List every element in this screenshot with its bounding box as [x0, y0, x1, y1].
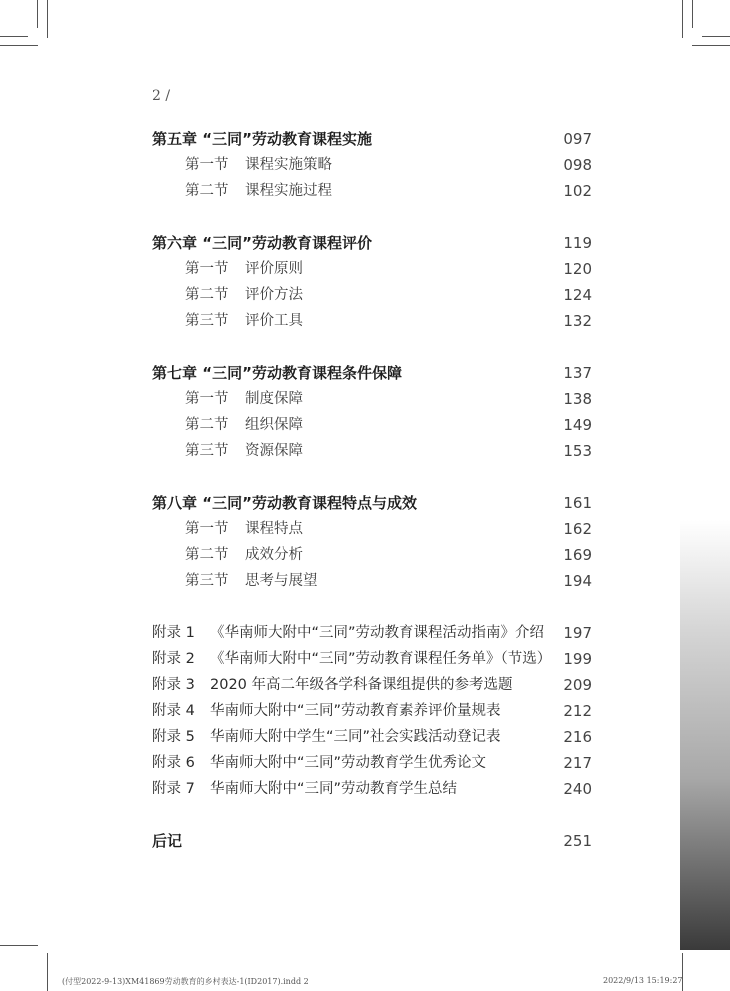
toc-entry-number: 附录 1 [152, 625, 195, 641]
toc-entry-title: 第七章 “三同”劳动教育课程条件保障 [152, 364, 402, 382]
toc-appendix-row [152, 750, 592, 776]
toc-postscript-row [152, 828, 592, 854]
toc-entry-number: 第三节 [185, 443, 229, 459]
toc-entry-number: 第三节 [185, 573, 229, 589]
toc-entry-number: 第一节 [185, 391, 229, 407]
crop-mark [37, 0, 38, 28]
toc-entry-title: 《华南师大附中“三同”劳动教育课程活动指南》介绍 [210, 625, 545, 641]
toc-page-number: 197 [563, 624, 592, 642]
toc-page-number: 132 [563, 312, 592, 330]
toc-entry-title: 资源保障 [245, 443, 303, 459]
toc-chapter-row [152, 360, 592, 386]
toc-section-row [152, 438, 592, 464]
toc-entry-number: 第二节 [185, 287, 229, 303]
toc-page-number: 161 [563, 494, 592, 512]
toc-entry-number: 第二节 [185, 547, 229, 563]
toc-entry-title: 制度保障 [245, 391, 303, 407]
toc-page-number: 169 [563, 546, 592, 564]
toc-page-number: 162 [563, 520, 592, 538]
crop-mark [682, 0, 683, 38]
toc-page-number: 194 [563, 572, 592, 590]
toc-entry-title: 后记 [152, 832, 183, 850]
toc-page-number: 120 [563, 260, 592, 278]
toc-page-number: 138 [563, 390, 592, 408]
toc-entry-title: 评价方法 [245, 287, 303, 303]
toc-page-number: 209 [563, 676, 592, 694]
toc-appendix-row [152, 698, 592, 724]
crop-mark [682, 953, 683, 991]
toc-spacer [152, 334, 592, 360]
toc-page-number: 124 [563, 286, 592, 304]
toc-appendix-row [152, 620, 592, 646]
toc-entry-title: 课程特点 [245, 521, 303, 537]
print-slug-timestamp: 2022/9/13 15:19:27 [603, 976, 683, 985]
toc-page-number: 097 [563, 130, 592, 148]
page-number: 2 / [152, 88, 171, 104]
crop-mark [47, 953, 48, 991]
toc-entry-title: 组织保障 [245, 417, 303, 433]
toc-section-row [152, 542, 592, 568]
toc-entry-number: 附录 7 [152, 781, 195, 797]
toc-section-row [152, 386, 592, 412]
toc-entry-title: 成效分析 [245, 547, 303, 563]
toc-page-number: 216 [563, 728, 592, 746]
toc-page-number: 098 [563, 156, 592, 174]
toc-section-row [152, 568, 592, 594]
crop-mark [0, 36, 28, 37]
toc-section-row [152, 282, 592, 308]
toc-page-number: 199 [563, 650, 592, 668]
toc-entry-number: 附录 6 [152, 755, 195, 771]
toc-entry-title: 课程实施策略 [245, 157, 332, 173]
toc-chapter-row [152, 126, 592, 152]
toc-page-number: 137 [563, 364, 592, 382]
toc-entry-title: 华南师大附中“三同”劳动教育学生优秀论文 [210, 755, 487, 771]
toc-entry-title: 评价工具 [245, 313, 303, 329]
toc-page-number: 119 [563, 234, 592, 252]
toc-entry-number: 第一节 [185, 261, 229, 277]
toc-page-number: 212 [563, 702, 592, 720]
toc-page-number: 102 [563, 182, 592, 200]
toc-appendix-row [152, 646, 592, 672]
toc-entry-number: 附录 5 [152, 729, 195, 745]
crop-mark [692, 45, 730, 46]
toc-entry-number: 第三节 [185, 313, 229, 329]
toc-chapter-row [152, 230, 592, 256]
edge-gradient [680, 520, 730, 950]
toc-appendix-row [152, 776, 592, 802]
toc-page-number: 149 [563, 416, 592, 434]
toc-section-row [152, 152, 592, 178]
toc-entry-title: 第五章 “三同”劳动教育课程实施 [152, 130, 372, 148]
toc-page-number: 240 [563, 780, 592, 798]
toc-entry-number: 附录 3 [152, 677, 195, 693]
toc-entry-title: 华南师大附中“三同”劳动教育学生总结 [210, 781, 458, 797]
toc-section-row [152, 178, 592, 204]
toc-section-row [152, 516, 592, 542]
toc-entry-number: 附录 2 [152, 651, 195, 667]
crop-mark [0, 945, 38, 946]
toc-spacer [152, 802, 592, 828]
toc-entry-title: 华南师大附中“三同”劳动教育素养评价量规表 [210, 703, 501, 719]
toc-section-row [152, 412, 592, 438]
toc-entry-title: 第八章 “三同”劳动教育课程特点与成效 [152, 494, 417, 512]
crop-mark [702, 36, 730, 37]
toc-page-number: 251 [563, 832, 592, 850]
toc-entry-title: 课程实施过程 [245, 183, 332, 199]
crop-mark [0, 45, 38, 46]
crop-mark [47, 0, 48, 38]
toc-entry-number: 第一节 [185, 157, 229, 173]
table-of-contents [152, 126, 592, 854]
toc-chapter-row [152, 490, 592, 516]
toc-spacer [152, 594, 592, 620]
toc-entry-title: 2020 年高二年级各学科备课组提供的参考选题 [210, 677, 513, 693]
crop-mark [692, 0, 693, 28]
toc-appendix-row [152, 724, 592, 750]
toc-entry-title: 华南师大附中学生“三同”社会实践活动登记表 [210, 729, 501, 745]
toc-entry-title: 《华南师大附中“三同”劳动教育课程任务单》（节选） [210, 651, 552, 667]
toc-entry-title: 第六章 “三同”劳动教育课程评价 [152, 234, 372, 252]
toc-entry-title: 评价原则 [245, 261, 303, 277]
toc-entry-number: 第二节 [185, 417, 229, 433]
toc-spacer [152, 464, 592, 490]
toc-section-row [152, 256, 592, 282]
toc-section-row [152, 308, 592, 334]
toc-entry-number: 第二节 [185, 183, 229, 199]
toc-entry-number: 第一节 [185, 521, 229, 537]
toc-page-number: 217 [563, 754, 592, 772]
toc-entry-number: 附录 4 [152, 703, 195, 719]
toc-spacer [152, 204, 592, 230]
print-slug-file: (付型2022-9-13)XM41869劳动教育的乡村表达-1(ID2017).indd 2 [62, 977, 309, 986]
toc-entry-title: 思考与展望 [245, 573, 318, 589]
toc-page-number: 153 [563, 442, 592, 460]
toc-appendix-row [152, 672, 592, 698]
